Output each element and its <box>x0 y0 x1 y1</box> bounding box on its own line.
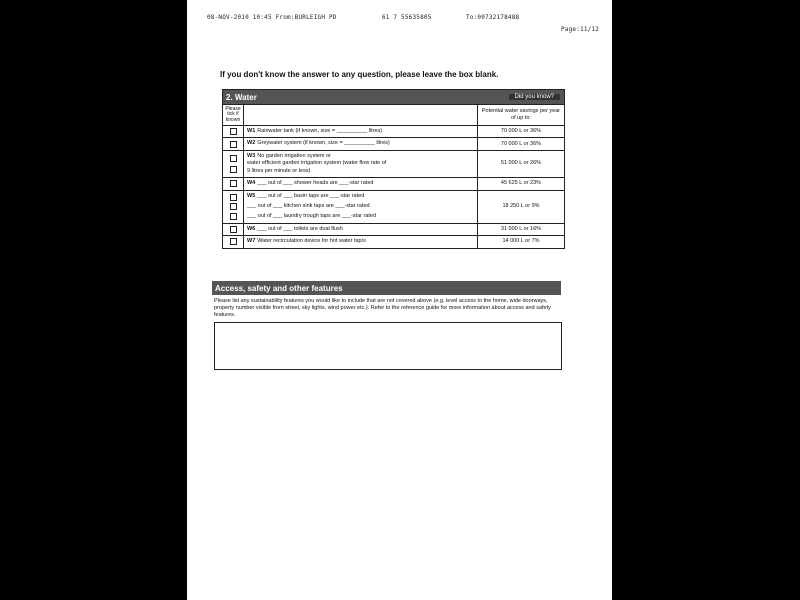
description-text: ___ out of ___ toilets are dual flush <box>257 225 343 232</box>
description-cell <box>244 138 478 149</box>
description-cell <box>244 224 478 235</box>
savings-cell: 70 000 L or 36% <box>500 128 542 135</box>
fax-page-number: Page:11/12 <box>561 26 600 33</box>
tick-checkbox[interactable] <box>230 155 237 162</box>
access-instructions: Please list any sustainability features you would like to include that are not covered above (e.g. level access to the home, wide doorways, property number visible from street, sky lights, wind power etc.). Refer to the reference guide for more information about access and safety features. <box>214 298 551 319</box>
savings-cell: 45 625 L or 23% <box>500 180 542 187</box>
tick-checkbox[interactable] <box>230 166 237 173</box>
water-row-w5 <box>223 190 564 223</box>
tick-cell <box>223 224 244 235</box>
description-cell <box>244 191 478 223</box>
did-you-know-label: Did you know? <box>509 94 560 100</box>
tick-checkbox[interactable] <box>230 180 237 187</box>
description-text: water efficient garden irrigation system (water flow rate of <box>247 160 387 167</box>
tick-cell <box>223 151 244 177</box>
water-row-w2 <box>223 137 564 149</box>
fax-page <box>187 0 612 600</box>
description-text: ___ out of ___ shower heads are ___-star rated <box>257 180 374 187</box>
description-line <box>247 160 474 167</box>
description-text: No garden irrigation system or <box>257 152 331 159</box>
row-code: W1 <box>247 128 256 134</box>
description-cell <box>244 178 478 189</box>
description-line <box>247 168 474 175</box>
fax-datetime-from: 08-NOV-2010 10:45 From:BURLEIGH PD <box>207 14 337 21</box>
description-cell <box>244 236 478 247</box>
description-text: ___ out of ___ kitchen sink taps are ___-star rated <box>247 202 370 209</box>
description-cell <box>244 151 478 177</box>
savings-cell: 51 000 L or 26% <box>500 160 542 167</box>
water-row-w7 <box>223 235 564 247</box>
water-row-w1 <box>223 125 564 137</box>
water-section-title: 2. Water <box>226 92 257 102</box>
tick-column-header: Please tick if known <box>223 105 244 125</box>
water-row-w3 <box>223 150 564 177</box>
description-line <box>247 203 474 210</box>
description-text: Water recirculation device for hot water tap/s <box>257 238 366 245</box>
tick-cell <box>223 126 244 137</box>
description-line <box>247 128 474 135</box>
access-features-input-box[interactable] <box>214 322 562 370</box>
savings-cell: 18 250 L or 9% <box>502 203 540 210</box>
water-row-w4 <box>223 177 564 189</box>
row-code: W6 <box>247 225 256 232</box>
water-section <box>222 89 565 249</box>
tick-checkbox[interactable] <box>230 203 237 210</box>
description-cell <box>244 126 478 137</box>
tick-checkbox[interactable] <box>230 213 237 220</box>
description-line <box>247 213 474 220</box>
access-section-header <box>212 281 561 295</box>
description-text: Greywater system (if known, size = __________ litres) <box>257 140 390 147</box>
tick-checkbox[interactable] <box>230 141 237 148</box>
description-column-header <box>244 105 478 125</box>
row-code: W7 <box>247 238 256 245</box>
row-code: W5 <box>247 192 256 199</box>
row-code: W4 <box>247 180 256 187</box>
tick-cell <box>223 191 244 223</box>
fax-to: To:00732178488 <box>466 14 520 21</box>
access-section <box>212 281 561 370</box>
tick-checkbox[interactable] <box>230 194 237 201</box>
tick-cell <box>223 178 244 189</box>
savings-cell: 14 000 L or 7% <box>502 238 540 245</box>
water-section-header <box>223 90 564 104</box>
description-line <box>247 153 474 160</box>
tick-checkbox[interactable] <box>230 238 237 245</box>
tick-cell <box>223 236 244 247</box>
water-row-w6 <box>223 223 564 235</box>
description-line <box>247 193 474 200</box>
fax-phone: 61 7 55635805 <box>382 14 432 21</box>
instruction-text: If you don't know the answer to any question, please leave the box blank. <box>220 70 499 79</box>
description-text: 9 litres per minute or less) <box>247 167 311 174</box>
description-line <box>247 180 474 187</box>
savings-cell: 31 000 L or 16% <box>500 225 542 232</box>
savings-column-header: Potential water savings per year of up to: <box>481 107 561 121</box>
water-rows <box>223 125 564 248</box>
description-text: Rainwater tank (if known, size = __________ litres) <box>257 128 383 134</box>
description-text: ___ out of ___ basin taps are ___-star rated <box>257 192 365 199</box>
description-line <box>247 140 474 147</box>
description-text: ___ out of ___ laundry trough taps are ___-star rated <box>247 213 377 220</box>
access-section-title: Access, safety and other features <box>215 283 343 293</box>
tick-cell <box>223 138 244 149</box>
water-column-headers <box>223 104 564 125</box>
row-code: W3 <box>247 152 256 159</box>
description-line <box>247 226 474 233</box>
savings-cell: 70 000 L or 36% <box>500 140 542 147</box>
tick-checkbox[interactable] <box>230 128 237 135</box>
tick-checkbox[interactable] <box>230 226 237 233</box>
description-line <box>247 238 474 245</box>
row-code: W2 <box>247 140 256 147</box>
